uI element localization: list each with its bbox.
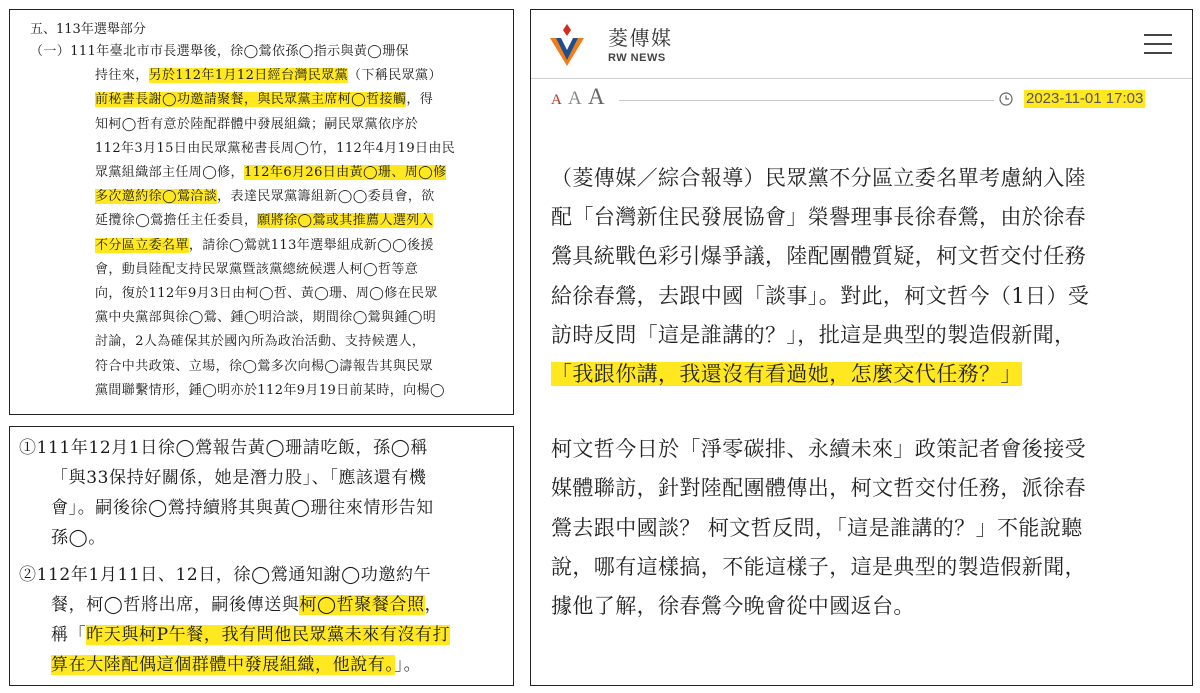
text-run: 黨中央黨部與徐◯鶯、鍾◯明洽談，期間徐◯鶯與鍾◯明 [95,310,437,326]
article-paragraph [551,430,1192,626]
text-run: ，得 [406,92,434,108]
indictment-line [22,161,503,185]
text-run: 柯文哲今日於「淨零碳排、永續未來」政策記者會後接受 [551,437,1086,462]
text-run: 黨間聯繫情形，鍾◯明亦於112年9月19日前某時，向楊◯ [95,382,445,398]
hamburger-menu-icon[interactable] [1144,34,1172,54]
clock-icon [999,92,1013,106]
note-line [19,560,507,590]
indictment-line [22,379,503,403]
indictment-line [22,209,503,233]
text-run: 訪時反問「這是誰講的？」，批這是典型的製造假新聞， [551,322,1076,347]
font-size-large-button[interactable]: A [588,84,605,109]
article-line [551,159,1192,198]
indictment-line [22,355,503,379]
article-line [551,430,1192,469]
indictment-line [22,64,503,88]
article-paragraph [551,159,1192,394]
text-run: ，請徐◯鶯就113年選舉組成新◯◯後援 [188,237,434,253]
highlighted-text: 前秘書長謝◯功邀請聚餐，與民眾黨主席柯◯哲接觸 [95,92,407,108]
note-line [19,523,507,553]
text-run: ，表達民眾黨籌組新◯◯委員會，欲 [217,189,435,205]
highlighted-text: 另於112年1月12日經台灣民眾黨 [148,68,349,84]
article-line [551,587,1192,626]
divider [619,100,994,101]
text-run: 」。 [394,655,422,675]
text-run: 向，復於112年9月3日由柯◯哲、黃◯珊、周◯修在民眾 [95,286,438,302]
indictment-line [22,234,503,258]
text-run: 延攬徐◯鶯擔任主任委員， [95,213,258,229]
font-size-small-button[interactable]: A [551,92,562,108]
brand-name: 菱傳媒 [608,26,673,50]
indictment-line [22,113,503,137]
text-run: 眾黨組織部主任周◯修， [95,165,244,181]
indictment-line [22,185,503,209]
text-run: （菱傳媒／綜合報導）民眾黨不分區立委名單考慮納入陸 [551,166,1086,190]
text-run: 餐，柯◯哲將出席，嗣後傳送與 [51,595,300,615]
note-item [19,433,507,553]
note-line [19,433,507,463]
text-run: （下稱民眾黨） [348,68,442,84]
indictment-excerpt-panel [9,9,514,415]
text-run: 稱「 [51,625,87,645]
text-run: ， [424,595,443,615]
text-run: 說，哪有這樣搞，不能這樣子，這是典型的製造假新聞， [551,554,1086,579]
text-run: 配「台灣新住民發展協會」榮譽理事長徐春鶯，由於徐春 [551,205,1086,230]
article-line [551,509,1192,548]
news-header [531,10,1192,79]
text-run: 知柯◯哲有意於陸配群體中發展組織；嗣民眾黨依序於 [95,116,419,132]
rw-news-logo-icon[interactable] [548,24,586,66]
indictment-text [22,40,503,403]
text-run: 討論，2人為確保其於國內所為政治活動、支持候選人， [95,334,426,350]
note-item [19,560,507,680]
highlighted-text: 昨天與柯P午餐，我有問他民眾黨未來有沒有打 [86,625,451,645]
indictment-line [22,40,503,64]
note-line [19,493,507,523]
publish-time: 2023-11-01 17:03 [1026,90,1144,107]
brand-english-name: RW NEWS [608,52,666,64]
article-line [551,316,1192,355]
text-run: 鶯去跟中國談？ 柯文哲反問，「這是誰講的？」不能說聽 [551,515,1083,540]
text-run: 會，動員陸配支持民眾黨暨該黨總統候選人柯◯哲等意 [95,261,419,277]
text-run: 給徐春鶯，去跟中國「談事」。對此，柯文哲今（1日）受 [551,283,1090,308]
note-line [19,590,507,620]
indictment-line [22,88,503,112]
text-run: 「與33保持好關係，她是潛力股」、「應該還有機 [51,468,427,488]
note-line [19,463,507,493]
highlighted-text: 願將徐◯鶯或其推薦人選列入 [257,213,434,229]
text-run: ②112年1月11日、12日，徐◯鶯通知謝◯功邀約午 [19,565,432,585]
notes-panel [9,426,514,686]
article-line [551,198,1192,237]
text-run: 符合中共政策、立場，徐◯鶯多次向楊◯濤報告其與民眾 [95,358,434,374]
text-run: （一）111年臺北市市長選舉後，徐◯鶯依孫◯指示與黃◯珊保 [30,44,410,59]
font-size-medium-button[interactable]: A [568,88,582,109]
indictment-line [22,330,503,354]
note-line [19,650,507,680]
highlighted-text: 算在大陸配偶這個群體中發展組織，他說有。 [51,655,395,675]
highlighted-text: 112年6月26日由黃◯珊、周◯修 [243,165,447,181]
article-line [551,469,1192,508]
note-line [19,620,507,650]
text-run: 據他了解，徐春鶯今晚會從中國返台。 [551,594,915,619]
highlighted-text: 「我跟你講，我還沒有看過她，怎麼交代任務？」 [551,362,1022,387]
indictment-line [22,282,503,306]
text-run: 持往來， [95,68,149,84]
article-line [551,277,1192,316]
article-line [551,237,1192,276]
indictment-line [22,137,503,161]
text-run: 孫◯。 [51,528,106,548]
indictment-line [22,258,503,282]
text-run: 會」。嗣後徐◯鶯持續將其與黃◯珊往來情形告知 [51,498,434,518]
highlighted-text: 多次邀約徐◯鶯洽談 [95,189,218,205]
highlighted-text: 柯◯哲聚餐合照 [299,595,425,615]
section-title: 五、113年選舉部分 [30,22,146,37]
article-toolbar [531,79,1192,119]
article-body [531,119,1192,626]
text-run: ①111年12月1日徐◯鶯報告黃◯珊請吃飯，孫◯稱 [19,438,428,458]
indictment-line [22,306,503,330]
article-line [551,355,1192,394]
text-run: 媒體聯訪，針對陸配團體傳出，柯文哲交付任務，派徐春 [551,476,1086,501]
text-run: 鶯具統戰色彩引爆爭議，陸配團體質疑，柯文哲交付任務 [551,244,1086,269]
news-article-panel [530,9,1193,686]
article-line [551,548,1192,587]
highlighted-text: 不分區立委名單 [95,237,189,253]
text-run: 112年3月15日由民眾黨秘書長周◯竹，112年4月19日由民 [95,140,456,156]
